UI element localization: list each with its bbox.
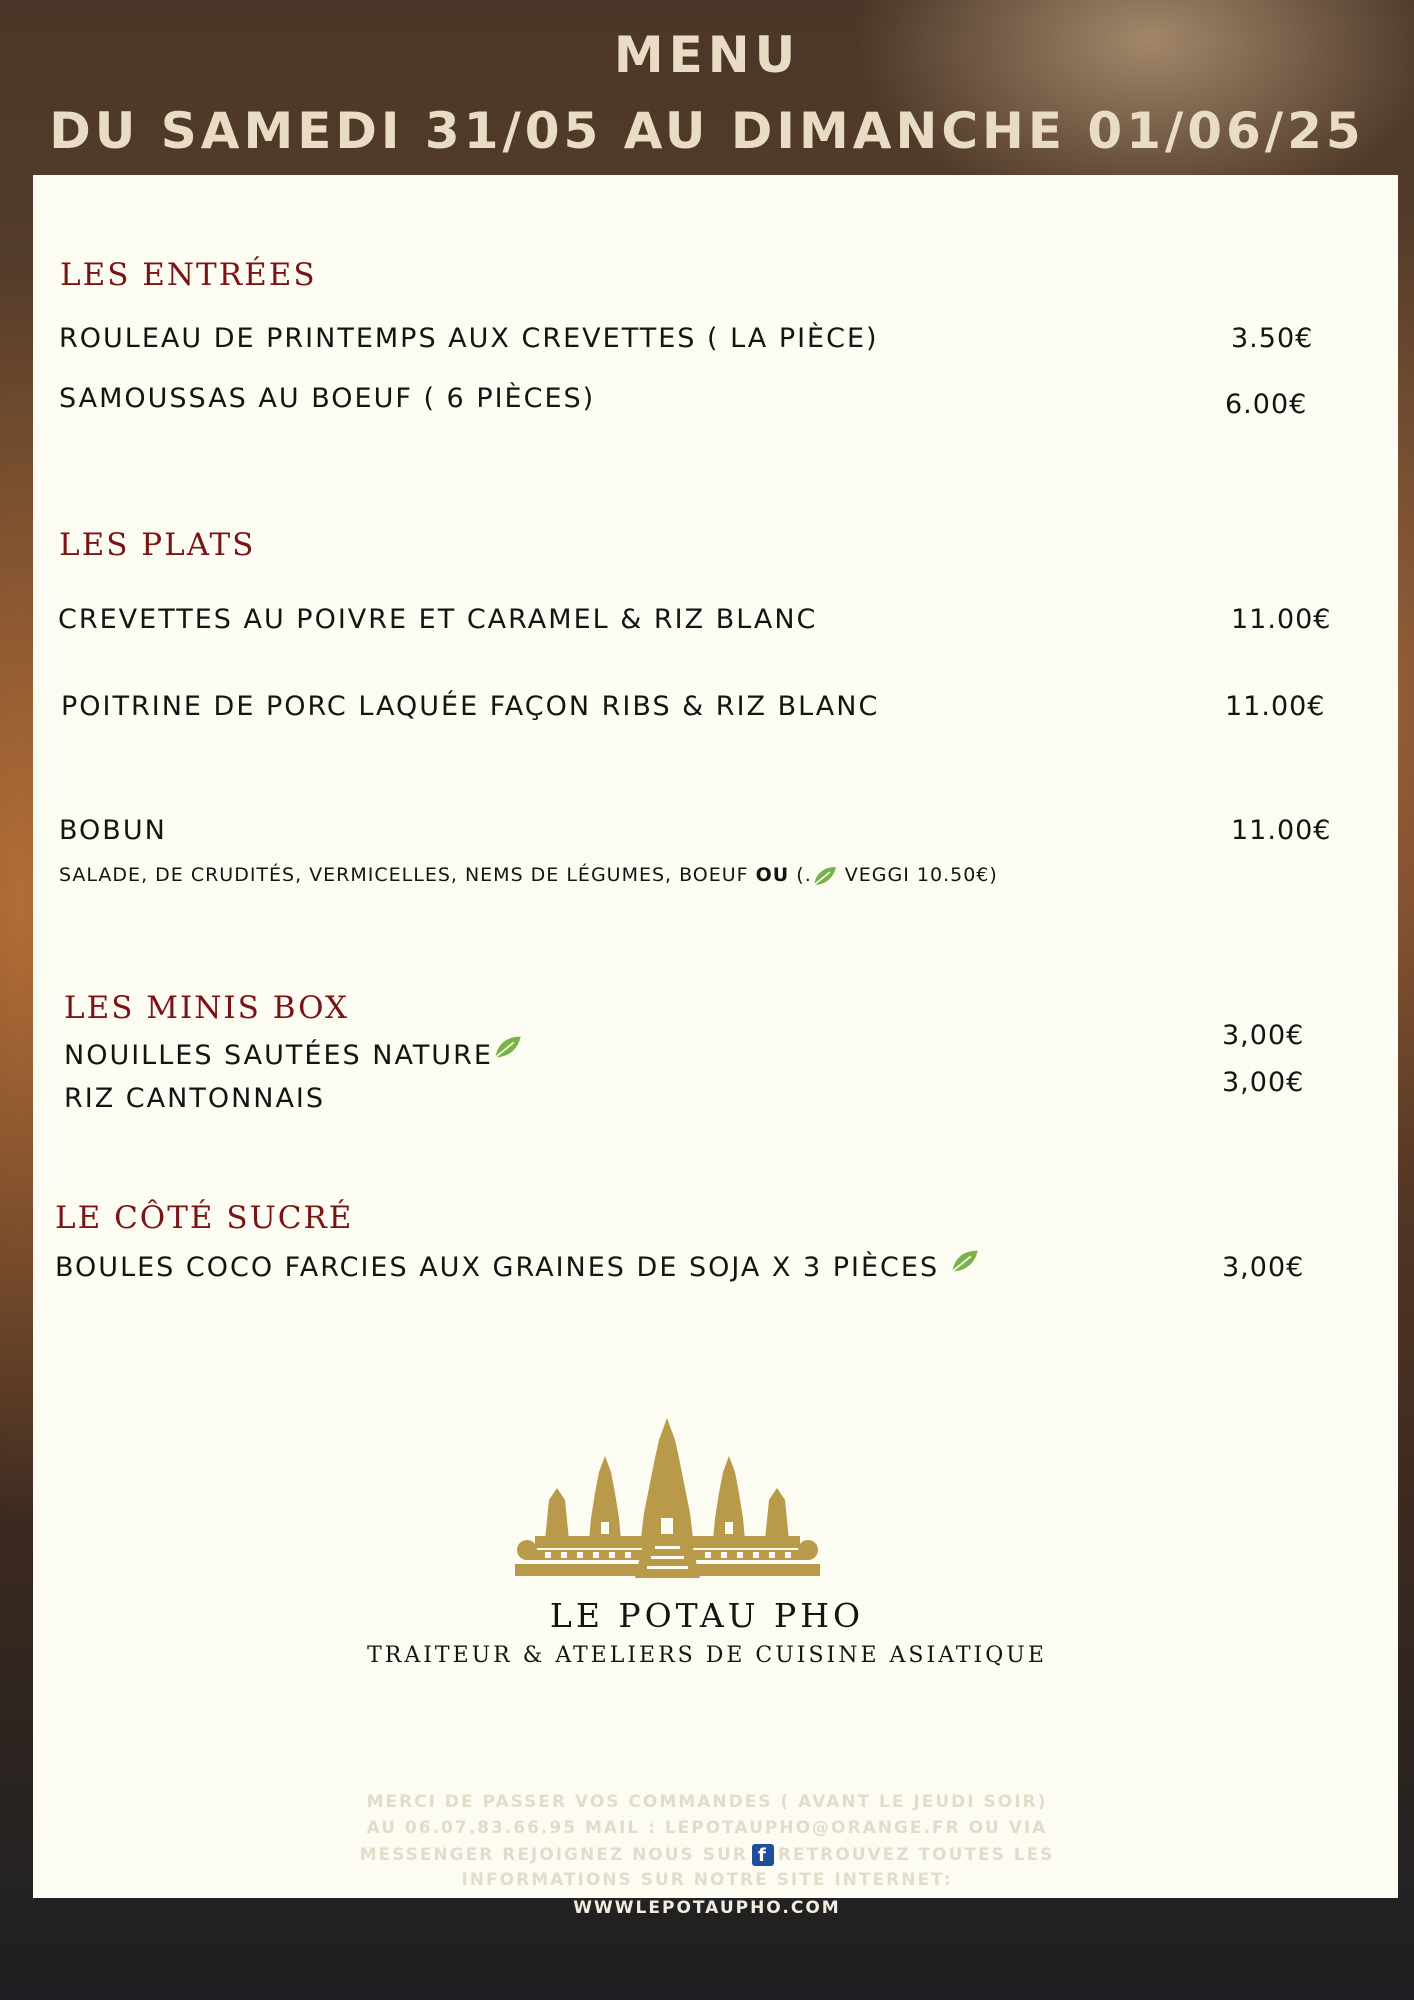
menu-item-price: 11.00€: [1231, 604, 1332, 635]
menu-item-name: CREVETTES AU POIVRE ET CARAMEL & RIZ BLANC: [58, 604, 818, 635]
section-title-plats: LES PLATS: [59, 527, 256, 563]
menu-item-price: 3,00€: [1222, 1020, 1305, 1051]
menu-item-name: SAMOUSSAS AU BOEUF ( 6 PIÈCES): [59, 383, 596, 414]
menu-item-price: 3.50€: [1231, 323, 1314, 354]
footer-line: INFORMATIONS SUR NOTRE SITE INTERNET:: [461, 1870, 953, 1890]
menu-item-description: [59, 864, 998, 887]
menu-item: [55, 1252, 980, 1283]
menu-item: [64, 1040, 523, 1071]
menu-item-name: BOULES COCO FARCIES AUX GRAINES DE SOJA X 3 PIÈCES: [55, 1252, 940, 1283]
description-text: VEGGI 10.50€): [844, 864, 998, 886]
menu-item-name: POITRINE DE PORC LAQUÉE FAÇON RIBS & RIZ BLANC: [61, 691, 880, 722]
website-link[interactable]: WWWLEPOTAUPHO.COM: [573, 1898, 841, 1918]
facebook-icon[interactable]: f: [752, 1844, 774, 1866]
menu-panel: [33, 175, 1398, 1898]
footer-text: MESSENGER REJOIGNEZ NOUS SUR: [359, 1845, 748, 1865]
footer-line: MERCI DE PASSER VOS COMMANDES ( AVANT LE JEUDI SOIR): [366, 1792, 1048, 1812]
menu-item-price: 3,00€: [1222, 1252, 1305, 1283]
menu-item-name: BOBUN: [59, 815, 167, 846]
description-text: (.: [796, 864, 812, 886]
menu-item-name: ROULEAU DE PRINTEMPS AUX CREVETTES ( LA PIÈCE): [59, 323, 879, 354]
section-title-cote-sucre: LE CÔTÉ SUCRÉ: [55, 1200, 354, 1236]
footer-line: AU 06.07.83.66.95 MAIL : LEPOTAUPHO@ORANGE.FR OU VIA: [366, 1818, 1048, 1838]
leaf-icon: [812, 865, 838, 887]
description-text: SALADE, DE CRUDITÉS, VERMICELLES, NEMS DE LÉGUMES, BOEUF: [59, 864, 749, 886]
brand-tagline: TRAITEUR & ATELIERS DE CUISINE ASIATIQUE: [367, 1643, 1047, 1668]
description-emphasis: OU: [755, 864, 790, 886]
temple-logo: [515, 1418, 820, 1588]
footer-line: [0, 1844, 1414, 1866]
menu-item-price: 6.00€: [1225, 389, 1308, 420]
footer-text: RETROUVEZ TOUTES LES: [777, 1845, 1055, 1865]
menu-dates: DU SAMEDI 31/05 AU DIMANCHE 01/06/25: [49, 102, 1365, 160]
leaf-icon: [950, 1248, 980, 1274]
leaf-icon: [493, 1034, 523, 1060]
menu-item-name: NOUILLES SAUTÉES NATURE: [64, 1040, 493, 1071]
section-title-entrees: LES ENTRÉES: [60, 257, 317, 293]
menu-item-price: 11.00€: [1231, 815, 1332, 846]
brand-name: LE POTAU PHO: [549, 1596, 865, 1635]
menu-item-price: 3,00€: [1222, 1067, 1305, 1098]
menu-item-price: 11.00€: [1225, 691, 1326, 722]
menu-title: MENU: [613, 26, 801, 84]
menu-item-name: RIZ CANTONNAIS: [64, 1083, 326, 1114]
section-title-minis-box: LES MINIS BOX: [64, 990, 350, 1026]
